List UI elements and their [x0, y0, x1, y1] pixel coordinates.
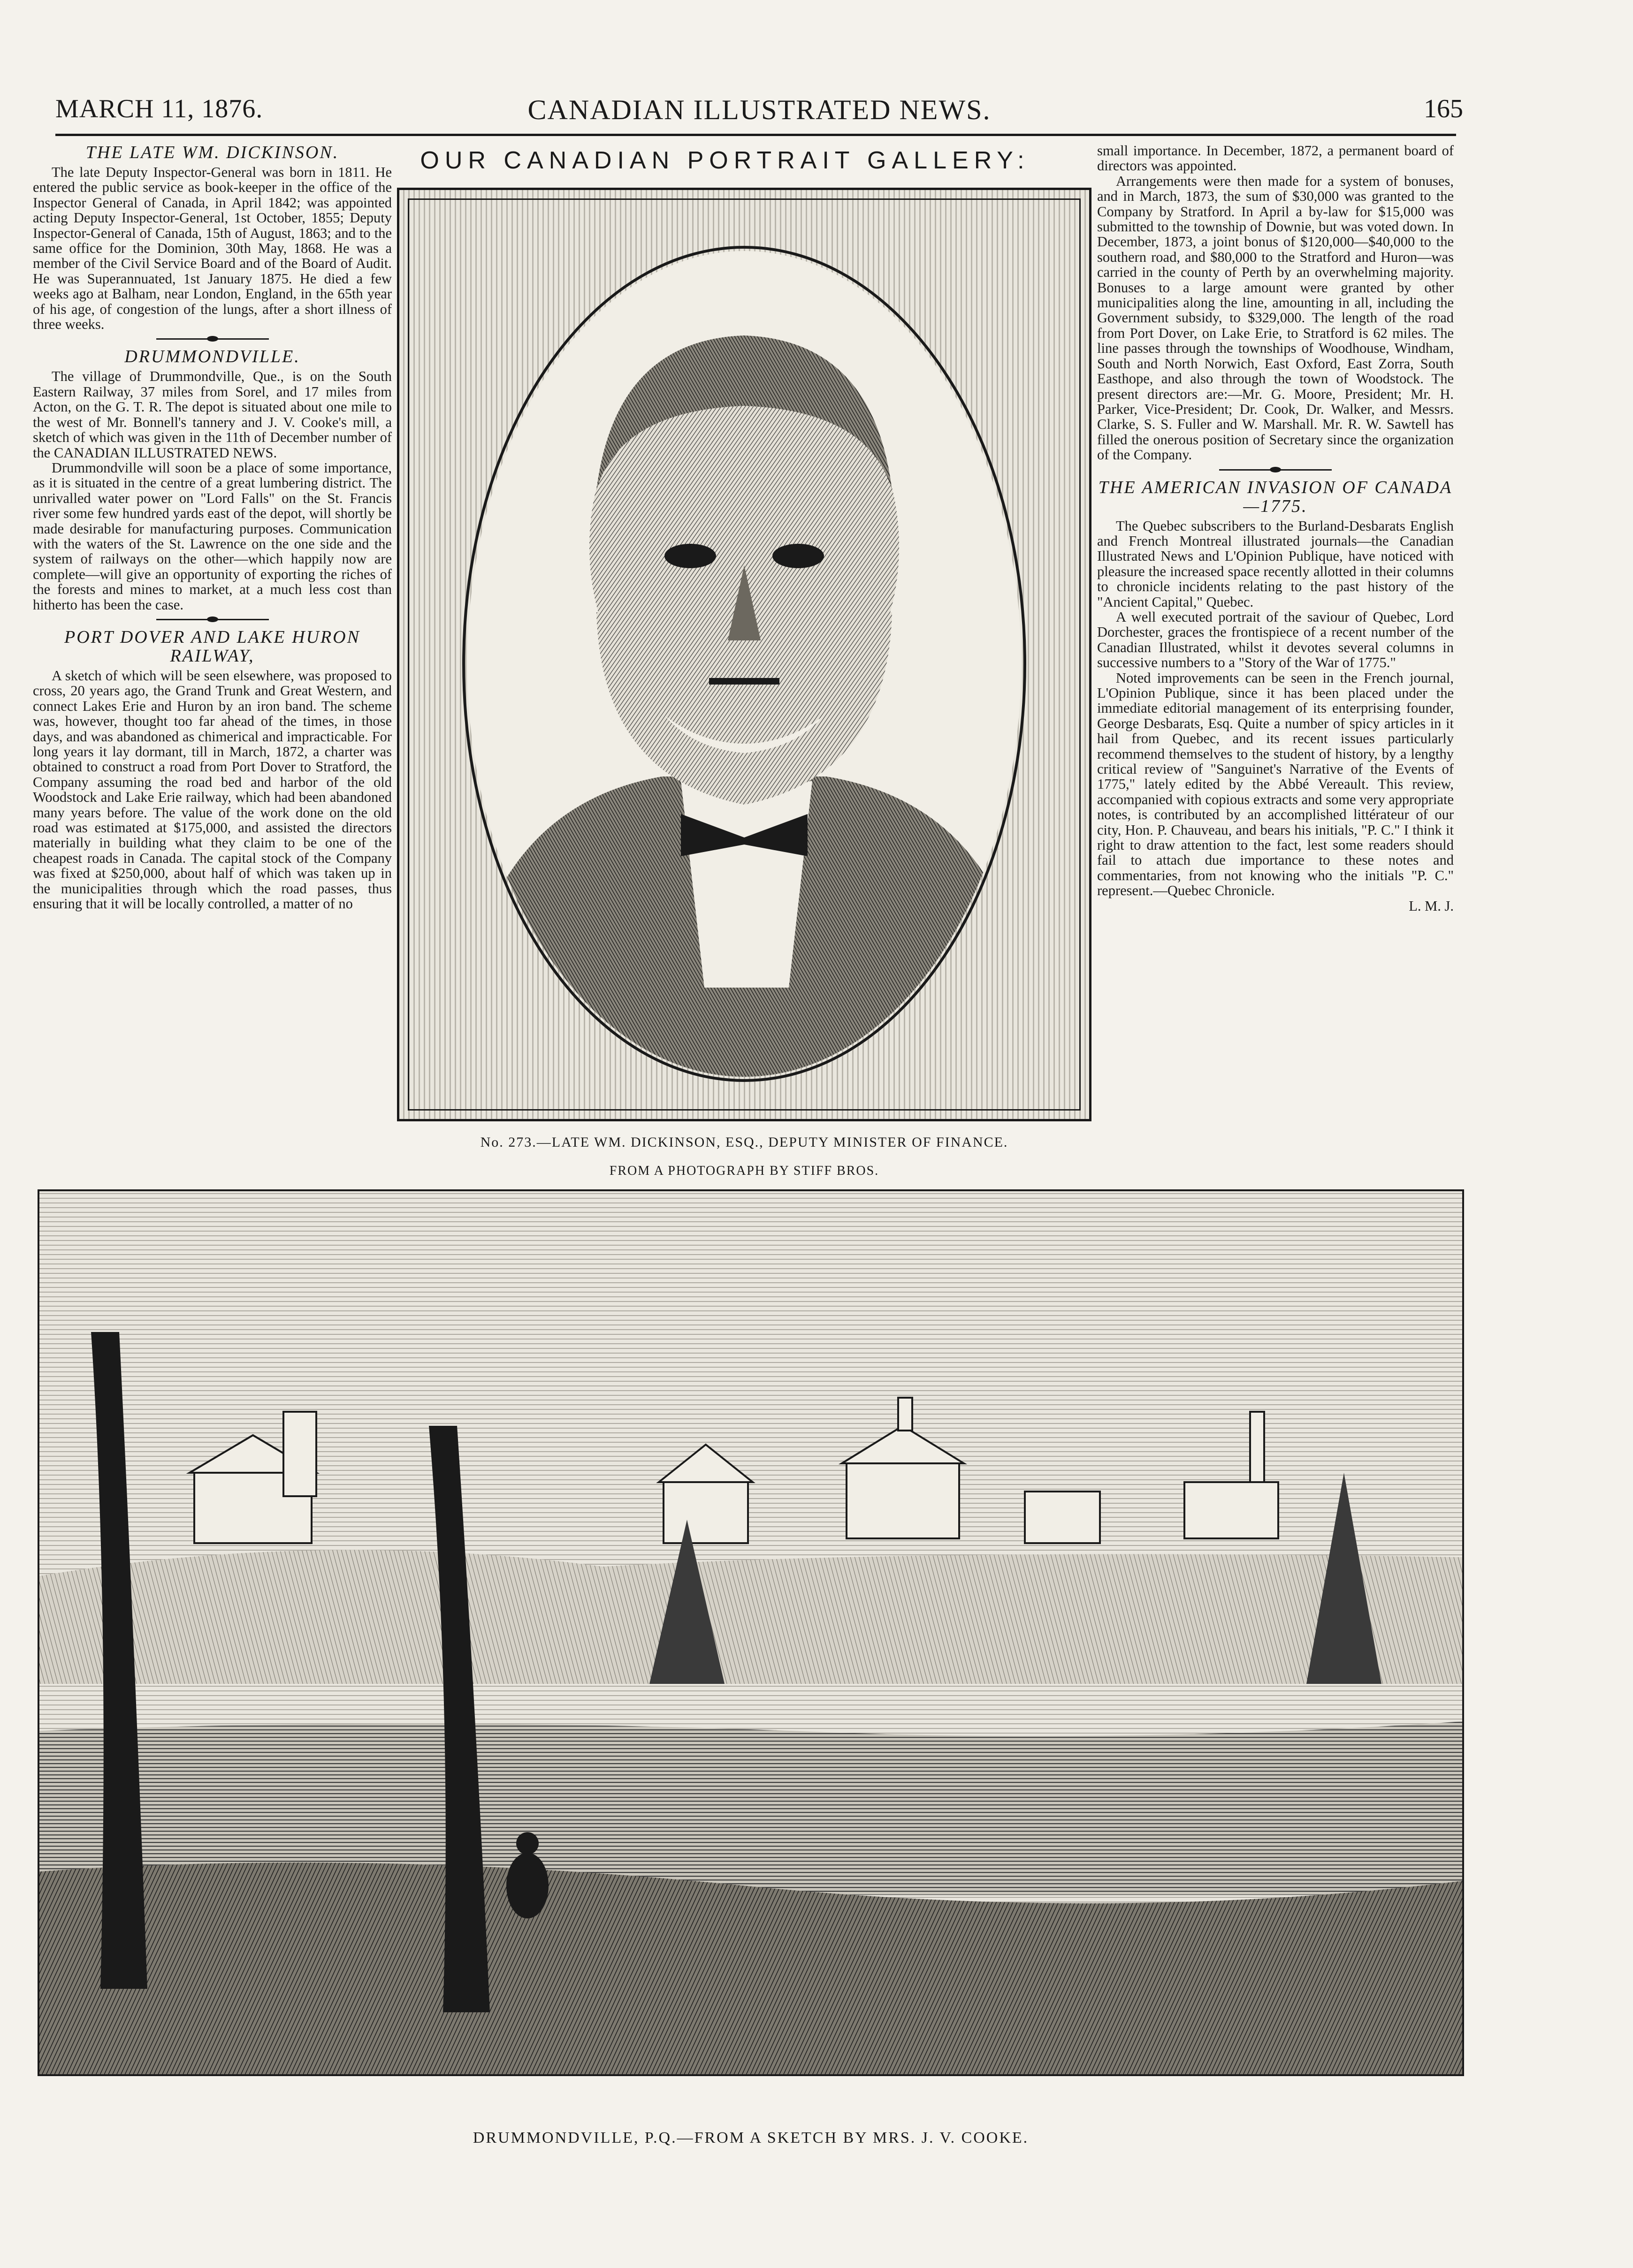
- portrait-engraving: [397, 188, 1091, 1121]
- article-paragraph: Arrangements were then made for a system of bonuses, and in March, 1873, the sum of $30,000 was granted to the Company by Stratford. In April a by-law for $15,000 was submitted to the township of Downie, but was voted down. In December, 1873, a joint bonus of $120,000—$40,000 to the southern road, and $80,000 to the Stratford and Huron—was carried in the county of Perth by an overwhelming majority. Bonuses to a large amount were granted by other municipalities along the line, amounting in all, including the Government subsidy, to $329,000. The length of the road from Port Dover, on Lake Erie, to Stratford is 62 miles. The line passes through the townships of Woodhouse, Windham, South and North Norwich, East Oxford, East Zorra, South Easthope, and also through the town of Woodstock. The present directors are:—Mr. G. Moore, President; Mr. H. Parker, Vice-President; Dr. Cook, Dr. Walker, and Messrs. Clarke, S. S. Fuller and W. Marshall. Mr. R. W. Sawtell has filled the onerous position of Secretary since the organization of the Company.: [1097, 173, 1454, 463]
- article-paragraph: The village of Drummondville, Que., is on the South Eastern Railway, 37 miles from Sorel, and 17 miles from Acton, on the G. T. R. The depot is situated about one mile to the west of Mr. Bonnell's tannery and J. V. Cooke's mill, a sketch of which was given in the 11th of December number of the CANADIAN ILLUSTRATED NEWS.: [33, 368, 392, 461]
- portrait-gallery-title: OUR CANADIAN PORTRAIT GALLERY:: [420, 147, 1030, 174]
- portrait-caption: No. 273.—LATE WM. DICKINSON, ESQ., DEPUTY MINISTER OF FINANCE.: [480, 1134, 1008, 1150]
- article-paragraph: small importance. In December, 1872, a permanent board of directors was appointed.: [1097, 143, 1454, 174]
- section-divider: [1219, 469, 1332, 471]
- article-paragraph: A sketch of which will be seen elsewhere, was proposed to cross, 20 years ago, the Grand Trunk and Great Western, and connect Lakes Erie and Huron by an iron band. The scheme was, however, thought too far ahead of the times, in those days, and was abandoned as chimerical and impracticable. For long years it lay dormant, till in March, 1872, a charter was obtained to construct a road from Port Dover to Stratford, the Company assuming the road bed and harbor of the old Woodstock and Lake Erie railway, which had been abandoned many years before. The value of the work done on the old road was estimated at $175,000, and assisted the directors materially in building what they claim to be one of the cheapest roads in Canada. The capital stock of the Company was fixed at $250,000, about half of which was taken up in the municipalities through which the road passes, thus ensuring that it will be locally controlled, a matter of no: [33, 667, 392, 912]
- article-paragraph: The Quebec subscribers to the Burland-Desbarats English and French Montreal illustrated journals—the Canadian Illustrated News and L'Opinion Publique, have noticed with pleasure the increased space recently allotted in their columns to chronicle incidents relating to the past history of the "Ancient Capital," Quebec.: [1097, 518, 1454, 610]
- left-column: [33, 143, 392, 911]
- landscape-image: [39, 1191, 1462, 2074]
- section-divider: [156, 619, 269, 620]
- page-number: 165: [1424, 94, 1463, 123]
- article-paragraph: Drummondville will soon be a place of some importance, as it is situated in the centre of a great lumbering district. The unrivalled water power on "Lord Falls" on the St. Francis river some few hundred yards east of the depot, will shortly be made desirable for manufacturing purposes. Communication with the waters of the St. Lawrence on the one side and the system of railways on the other—which happily now are complete—will give an opportunity of exporting the riches of the forests and mines to market, at a much less cost than hitherto has been the case.: [33, 459, 392, 613]
- portrait-image: [399, 190, 1089, 1119]
- article-signature: L. M. J.: [1409, 898, 1454, 914]
- article-heading-railway: PORT DOVER AND LAKE HURON RAILWAY,: [64, 627, 360, 666]
- article-paragraph: Noted improvements can be seen in the French journal, L'Opinion Publique, since it has been placed under the immediate editorial management of its enterprising founder, George Desbarats, Esq. Quite a number of spicy articles in it hail from Quebec, and its recent issues particularly recommend themselves to the student of history, by a lengthy critical review of "Sanguinet's Narrative of the Events of 1775," lately edited by the Abbé Vereault. This review, accompanied with copious extracts and some very appropriate notes, is contributed by an accomplished littérateur of our city, Hon. P. Chauveau, and bears his initials, "P. C." I think it right to draw attention to the fact, lest some readers should fail to attach due importance to these notes and commentaries, from not knowing who the initials "P. C." represent.—Quebec Chronicle.: [1097, 670, 1454, 899]
- article-paragraph: The late Deputy Inspector-General was born in 1811. He entered the public service as book-keeper in the office of the Inspector General of Canada, in April 1842; was appointed acting Deputy Inspector-General, 1st October, 1855; Deputy Inspector-General of Canada, 15th of August, 1863; and to the same office for the Dominion, 30th May, 1868. He was a member of the Civil Service Board and of the Board of Audit. He was Superannuated, 1st January 1875. He died a few weeks ago at Balham, near London, England, in the 65th year of his age, of congestion of the lungs, after a short illness of three weeks.: [33, 164, 392, 333]
- section-divider: [156, 338, 269, 340]
- article-heading-drummondville: DRUMMONDVILLE.: [124, 347, 300, 367]
- article-paragraph: A well executed portrait of the saviour of Quebec, Lord Dorchester, graces the frontispiece of a recent number of the Canadian Illustrated, whilst it devotes several columns in successive numbers to a "Story of the War of 1775.": [1097, 609, 1454, 671]
- newspaper-title: CANADIAN ILLUSTRATED NEWS.: [527, 94, 991, 125]
- photo-credit: FROM A PHOTOGRAPH BY STIFF BROS.: [609, 1164, 879, 1178]
- article-heading-american-invasion: THE AMERICAN INVASION OF CANADA—1775.: [1098, 477, 1453, 516]
- article-heading-dickinson: THE LATE WM. DICKINSON.: [85, 143, 339, 162]
- drummondville-engraving: [38, 1189, 1464, 2076]
- illustration-caption: DRUMMONDVILLE, P.Q.—FROM A SKETCH BY MRS. J. V. COOKE.: [473, 2129, 1029, 2146]
- issue-date: MARCH 11, 1876.: [55, 94, 263, 123]
- right-column: [1097, 143, 1454, 913]
- masthead-rule: [55, 134, 1456, 136]
